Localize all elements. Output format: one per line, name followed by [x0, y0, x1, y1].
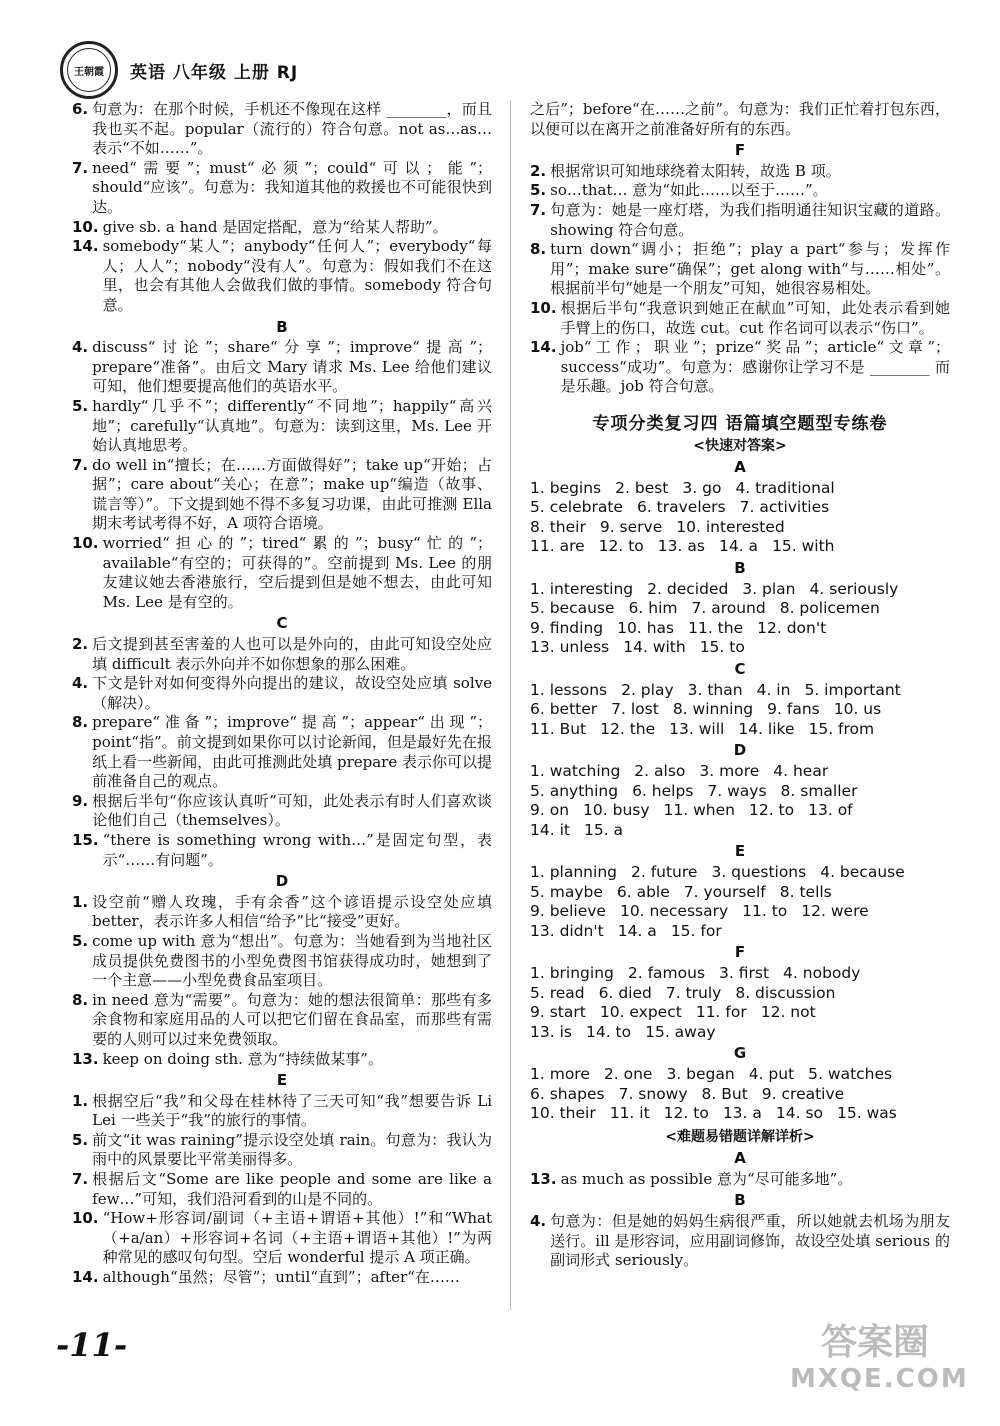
item-number: 14.: [72, 237, 99, 256]
answer: 10. their: [530, 1104, 596, 1123]
item-text: 下文是针对如何变得外向提出的建议，故设空处应填 solve（解决）。: [92, 674, 492, 712]
item-number: 7.: [72, 1170, 89, 1189]
page-number: -11-: [56, 1326, 128, 1364]
answer: 6. able: [616, 882, 670, 901]
answer: 13. as: [657, 537, 705, 556]
answer: 1. begins: [530, 478, 602, 497]
item-text: do well in“擅长；在……方面做得好”；take up“开始；占据”；care about“关心；在意”；make up“编造（故事、谎言等）”。下文提到她不得不多复习功课，由此可推测 Ella 期末考试考得不好，A 项符合语境。: [92, 455, 492, 533]
item-text: need“需要”；must“必须”；could“可以；能”；should“应该”。句意为：我知道其他的救援也不可能很快到达。: [92, 158, 492, 216]
answer: 6. him: [628, 599, 678, 618]
item-text: 根据后半句“我意识到她正在献血”可知，此处表示看到她手臂上的伤口，故选 cut。cut 作名词可以表示“伤口”。: [560, 298, 950, 337]
explanation-item: [530, 240, 950, 299]
answer-row: [530, 498, 950, 518]
answer: 12. to: [598, 537, 644, 556]
answer: 14. a: [617, 921, 657, 940]
section-letter: D: [275, 872, 289, 891]
item-number: 5.: [530, 181, 547, 200]
item-text: so…that… 意为“如此……以至于……”。: [550, 181, 828, 200]
answer: 11. when: [663, 801, 735, 820]
answer: 7. activities: [739, 498, 830, 517]
answer: 1. planning: [530, 862, 617, 881]
item-number: 10.: [530, 298, 557, 317]
answer: 6. shapes: [530, 1084, 605, 1103]
answer: 14. it: [530, 820, 570, 839]
explanation-item: [72, 534, 492, 612]
item-number: 5.: [72, 396, 89, 415]
item-text: 句意为：但是她的妈妈生病很严重，所以她就去机场为朋友送行。ill 是形容词，应用副词修饰，故设空处填 serious 的副词形式 seriously。: [550, 1212, 950, 1270]
answer: 12. to: [663, 1104, 709, 1123]
explanation-item: [72, 1268, 492, 1288]
answer: 12. don't: [757, 618, 827, 637]
answer: 14. so: [775, 1104, 824, 1123]
answer: 13. didn't: [530, 921, 604, 940]
item-text: “there is something wrong with…”是固定句型，表示“……有问题”。: [102, 830, 492, 869]
item-number: 2.: [72, 635, 89, 654]
answer: 1. watching: [530, 762, 621, 780]
answer: 12. to: [748, 801, 795, 820]
item-number: 8.: [530, 240, 547, 259]
quick-answers: [530, 458, 950, 1124]
left-column: [72, 100, 492, 1288]
answer: 4. nobody: [783, 963, 861, 982]
answer: 12. the: [600, 719, 656, 738]
answer: 1. lessons: [530, 680, 608, 699]
answer: 1. more: [530, 1064, 590, 1083]
answer-row: [530, 984, 950, 1004]
answer-row: [530, 518, 950, 538]
answer-row: [530, 1065, 950, 1085]
answer: 1. bringing: [530, 963, 614, 982]
explanation-item: [72, 1050, 492, 1070]
explanation-item: [530, 338, 950, 397]
item-number: 8.: [72, 713, 89, 732]
explanation-item: [72, 932, 492, 991]
answer: 3. questions: [711, 862, 807, 881]
item-text: turn down“调小；拒绝”；play a part“参与；发挥作用”；make sure“确保”；get along with“与……相处”。根据前半句“她是一个朋友”可知，她很容易相处。: [550, 240, 950, 298]
answer: 4. put: [748, 1064, 795, 1083]
answer: 8. tells: [779, 882, 832, 901]
answer-row: [530, 964, 950, 984]
answer: 14. a: [718, 537, 759, 556]
answer: 14. like: [738, 719, 795, 738]
answer: 3. than: [687, 680, 743, 699]
answer: 3. began: [666, 1064, 735, 1083]
answer: 13. of: [808, 801, 853, 820]
answer: 5. anything: [530, 781, 619, 800]
item-number: 5.: [72, 931, 89, 950]
explanation-item: [530, 1170, 950, 1190]
answer: 4. traditional: [735, 478, 835, 497]
answer-group-label: A: [734, 458, 746, 477]
section-letter: B: [734, 1191, 746, 1210]
column-divider: [510, 100, 511, 1310]
answer: 15. to: [699, 638, 745, 657]
answer-row: [530, 1023, 950, 1043]
answer: 6. travelers: [636, 498, 726, 517]
answer: 8. discussion: [735, 983, 836, 1002]
answer: 7. ways: [707, 781, 767, 800]
item-number: 2.: [530, 161, 547, 180]
item-text: give sb. a hand 是固定搭配，意为“给某人帮助”。: [102, 217, 448, 236]
item-text: 后文提到甚至害羞的人也可以是外向的，由此可知设空处应填 difficult 表示外向并不如你想象的那么困难。: [92, 635, 492, 673]
explanation-item: [530, 1212, 950, 1271]
answer: 13. is: [530, 1022, 572, 1041]
answer: 6. helps: [632, 781, 694, 800]
answer-row: [530, 700, 950, 720]
answer: 9. creative: [761, 1084, 845, 1103]
answer: 11. the: [688, 618, 744, 637]
answer: 9. on: [530, 801, 570, 820]
answer-row: [530, 720, 950, 740]
explanation-item: [530, 162, 950, 182]
answer: 11. to: [742, 902, 788, 921]
explanation-item: [72, 1092, 492, 1131]
answer-row: [530, 1003, 950, 1023]
answer: 15. for: [670, 921, 722, 940]
answer-group-label: G: [733, 1044, 747, 1063]
publisher-logo: [60, 41, 118, 99]
answer-group-label: D: [733, 741, 747, 760]
answer: 2. best: [615, 478, 669, 497]
explanation-item: [72, 674, 492, 713]
right-column: [530, 100, 950, 1271]
item-text: job“工作；职业”；prize“奖品”；article“文章”；success“成功”。句意为：感谢你让学习不是 ________ 而是乐趣。job 符合句意。: [560, 338, 950, 396]
section-letter: B: [276, 317, 288, 336]
answer: 14. to: [585, 1022, 632, 1041]
item-number: 10.: [72, 534, 99, 553]
answer-row: [530, 599, 950, 619]
quick-answer-subtitle: <快速对答案>: [693, 437, 787, 454]
item-number: 7.: [530, 200, 547, 219]
answer-row: [530, 883, 950, 903]
section-letter: A: [734, 1149, 746, 1168]
explanation-item: [72, 713, 492, 791]
explanation-item: [72, 159, 492, 218]
section-letter: F: [734, 141, 746, 160]
item-text: keep on doing sth. 意为“持续做某事”。: [102, 1049, 383, 1068]
item-text: 根据后文“Some are like people and some are like a few…”可知，我们沿河看到的山是不同的。: [92, 1170, 492, 1208]
answer-group-label: F: [734, 943, 746, 962]
answer: 12. not: [760, 1003, 816, 1022]
answer: 6. better: [530, 700, 598, 719]
explanation-item: [72, 338, 492, 397]
explanation-item: [530, 181, 950, 201]
answer: 8. But: [701, 1084, 748, 1103]
answer-row: [530, 762, 950, 782]
explanation-item: [72, 218, 492, 238]
answer-group-label: C: [734, 660, 746, 679]
item-text: “How+形容词/副词（+主语+谓语+其他）!”和“What（+a/an）+形容词+名词（+主语+谓语+其他）!”为两种常见的感叹句句型。空后 wonderful 提示 A 项正确。: [102, 1209, 492, 1267]
continued-text: 之后”；before“在……之前”。句意为：我们正忙着打包东西，以便可以在离开之前准备好所有的东西。: [530, 100, 950, 138]
answer: 8. winning: [672, 700, 754, 719]
section-letter: E: [276, 1071, 288, 1090]
section-title: 专项分类复习四 语篇填空题型专练卷: [592, 413, 888, 434]
answer: 8. their: [530, 517, 586, 536]
answer: 11. are: [530, 537, 585, 556]
item-text: discuss“讨论”；share“分享”；improve“提高”；prepare“准备”。由后文 Mary 请求 Ms. Lee 给他们建议可知，他们想要提高他们的英语水平。: [92, 338, 492, 396]
answer: 10. expect: [599, 1003, 682, 1022]
answer: 5. watches: [808, 1064, 893, 1083]
hard-question-subtitle: <难题易错题详解详析>: [665, 1128, 815, 1145]
answer: 15. a: [583, 820, 624, 839]
explanation-item: [72, 100, 492, 159]
item-text: prepare“准备”；improve“提高”；appear“出现”；point“指”。前文提到如果你可以讨论新闻，但是最好先在报纸上看一些新闻，由此可推测此处填 prepare 表示你可以提前准备自己的观点。: [92, 713, 492, 791]
item-text: 句意为：在那个时候，手机还不像现在这样 ________，而且我也买不起。popular（流行的）符合句意。not as…as…表示“不如……”。: [92, 100, 492, 158]
explanation-item: [72, 831, 492, 870]
answer: 3. plan: [742, 579, 796, 598]
answer: 7. lost: [611, 700, 659, 719]
watermark-url: MXQE.COM: [790, 1364, 969, 1394]
item-number: 1.: [72, 892, 89, 911]
explanation-item: [530, 299, 950, 338]
explanation-item: [72, 792, 492, 831]
answer-row: [530, 863, 950, 883]
item-number: 13.: [72, 1049, 99, 1068]
answer: 3. first: [719, 963, 770, 982]
answer-row: [530, 782, 950, 802]
answer: 1. interesting: [530, 579, 634, 598]
item-number: 9.: [72, 791, 89, 810]
item-text: although“虽然；尽管”；until“直到”；after“在……: [102, 1268, 460, 1287]
answer: 15. away: [645, 1022, 716, 1041]
answer-row: [530, 821, 950, 841]
page-header: [60, 40, 298, 100]
answer: 9. believe: [530, 902, 606, 921]
item-text: 句意为：她是一座灯塔，为我们指明通往知识宝藏的道路。showing 符合句意。: [550, 200, 950, 239]
answer: 3. more: [699, 762, 760, 780]
answer: 7. around: [691, 599, 766, 618]
item-number: 4.: [72, 338, 89, 357]
item-text: 设空前“赠人玫瑰，手有余香”这个谚语提示设空处应填 better，表示许多人相信“给予”比“接受”更好。: [92, 892, 492, 931]
answer-row: [530, 619, 950, 639]
item-number: 1.: [72, 1091, 89, 1110]
answer: 14. with: [623, 638, 686, 657]
watermark-logo: 答案圈: [820, 1322, 929, 1363]
item-number: 7.: [72, 158, 89, 177]
answer-row: [530, 479, 950, 499]
explanation-item: [72, 456, 492, 534]
answer-row: [530, 1085, 950, 1105]
item-number: 6.: [72, 100, 89, 118]
answer: 12. were: [801, 902, 869, 921]
item-number: 14.: [530, 338, 557, 357]
item-text: in need 意为“需要”。句意为：她的想法很简单：那些有多余食物和家庭用品的人可以把它们留在食品室，而那些有需要的人则可以过来免费领取。: [92, 990, 492, 1048]
item-text: worried“担心的”；tired“累的”；busy“忙的”；available“有空的；可获得的”。空前提到 Ms. Lee 的朋友建议她去香港旅行，空后提到但是她不想去，由此可知 Ms. Lee 是有空的。: [102, 534, 492, 611]
section-letter: C: [276, 614, 288, 633]
item-text: 根据空后“我”和父母在桂林待了三天可知“我”想要告诉 Li Lei 一些关于“我”的旅行的事情。: [92, 1091, 492, 1130]
answer: 2. play: [621, 680, 674, 699]
answer: 2. also: [634, 762, 686, 780]
answer: 2. future: [630, 862, 698, 881]
answer-group-label: E: [734, 842, 746, 861]
answer: 10. has: [617, 618, 675, 637]
answer: 15. from: [808, 719, 875, 738]
item-number: 4.: [530, 1212, 547, 1231]
explanation-item: [72, 1131, 492, 1170]
item-number: 4.: [72, 674, 89, 693]
book-title: 英语 八年级 上册 RJ: [130, 62, 299, 83]
item-text: hardly“几乎不”；differently“不同地”；happily“高兴地”；carefully“认真地”。句意为：读到这里，Ms. Lee 开始认真地思考。: [92, 396, 492, 455]
explanation-item: [72, 1209, 492, 1268]
item-text: come up with 意为“想出”。句意为：当她看到为当地社区成员提供免费图书的小型免费图书馆获得成功时，她想到了一个主意——小型免费食品室项目。: [92, 931, 492, 990]
explanation-item: [72, 1170, 492, 1209]
answer: 7. snowy: [618, 1084, 688, 1103]
answer: 5. important: [804, 680, 901, 699]
answer: 8. smaller: [780, 781, 858, 800]
explanation-item: [72, 635, 492, 674]
answer-row: [530, 638, 950, 658]
answer-row: [530, 902, 950, 922]
answer: 9. serve: [599, 517, 663, 536]
hard-question-explanations: [530, 1149, 950, 1271]
item-text: 根据常识可知地球绕着太阳转，故选 B 项。: [550, 161, 841, 180]
item-text: as much as possible 意为“尽可能多地”。: [560, 1169, 853, 1188]
item-text: 根据后半句“你应该认真听”可知，此处表示有时人们喜欢谈论他们自己（themselves）。: [92, 791, 492, 830]
answer: 7. truly: [665, 983, 722, 1002]
answer: 5. because: [530, 599, 615, 618]
answer: 13. unless: [530, 638, 610, 657]
answer: 5. maybe: [530, 882, 603, 901]
answer: 5. read: [530, 983, 585, 1002]
answer: 2. one: [603, 1064, 653, 1083]
answer: 13. will: [669, 719, 725, 738]
answer: 7. yourself: [683, 882, 766, 901]
watermark: [790, 1322, 969, 1402]
answer: 4. hear: [773, 762, 829, 780]
explanation-item: [72, 991, 492, 1050]
answer: 15. was: [837, 1104, 897, 1123]
item-number: 10.: [72, 1209, 99, 1228]
answer-row: [530, 922, 950, 942]
answer: 6. died: [598, 983, 652, 1002]
answer: 9. fans: [767, 700, 820, 719]
answer: 4. in: [756, 680, 791, 699]
item-number: 13.: [530, 1169, 557, 1188]
right-top-explanations: [530, 100, 950, 397]
answer: 10. us: [833, 700, 882, 719]
answer-row: [530, 537, 950, 557]
answer: 2. famous: [627, 963, 706, 982]
answer: 9. finding: [530, 618, 604, 637]
item-number: 14.: [72, 1268, 99, 1287]
answer: 8. policemen: [779, 599, 880, 618]
logo-text: 王朝霞: [74, 66, 104, 78]
item-number: 15.: [72, 830, 99, 849]
answer: 4. because: [820, 862, 905, 881]
explanation-item: [530, 201, 950, 240]
answer: 4. seriously: [809, 579, 899, 598]
answer-row: [530, 681, 950, 701]
answer: 15. with: [772, 537, 835, 556]
explanation-item: [72, 237, 492, 315]
answer: 9. start: [530, 1003, 586, 1022]
item-number: 7.: [72, 455, 89, 474]
answer: 10. necessary: [619, 902, 729, 921]
answer: 13. a: [722, 1104, 762, 1123]
answer-row: [530, 1104, 950, 1124]
answer: 10. interested: [676, 517, 785, 536]
item-text: somebody“某人”；anybody“任何人”；everybody“每人；人人”；nobody“没有人”。句意为：假如我们不在这里，也会有其他人会做我们做的事情。somebody 符合句意。: [102, 237, 492, 314]
answer: 11. But: [530, 719, 587, 738]
item-number: 5.: [72, 1130, 89, 1149]
answer: 3. go: [682, 478, 722, 497]
answer: 11. it: [609, 1104, 650, 1123]
answer: 11. for: [695, 1003, 747, 1022]
answer: 5. celebrate: [530, 498, 623, 517]
item-number: 8.: [72, 990, 89, 1009]
explanation-item: [72, 893, 492, 932]
item-number: 10.: [72, 217, 99, 236]
answer: 2. decided: [647, 579, 729, 598]
item-text: 前文“it was raining”提示设空处填 rain。句意为：我认为雨中的风景要比平常美丽得多。: [92, 1130, 492, 1169]
answer: 10. busy: [583, 801, 650, 820]
answer-row: [530, 801, 950, 821]
answer-row: [530, 580, 950, 600]
answer-group-label: B: [734, 559, 746, 578]
explanation-item: [72, 397, 492, 456]
